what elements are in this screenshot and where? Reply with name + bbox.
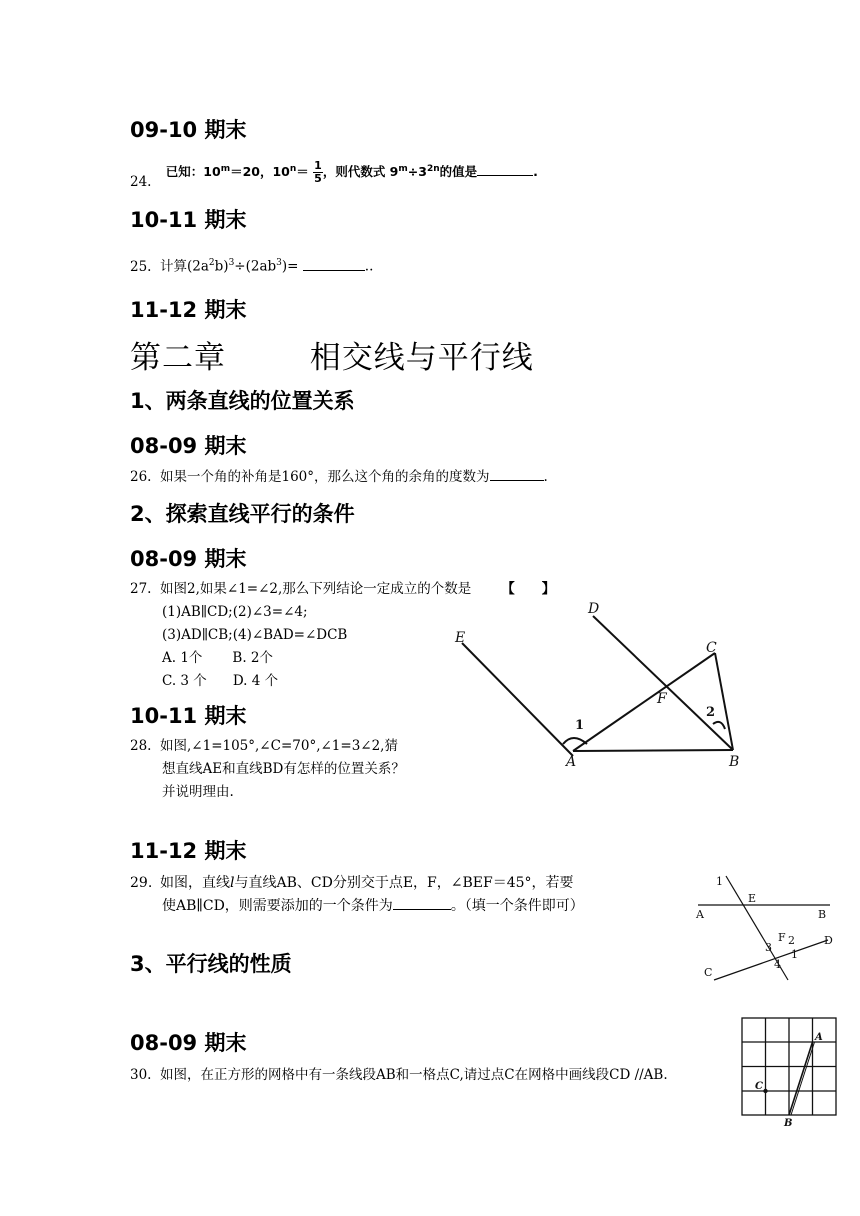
grid-figure xyxy=(735,1012,845,1130)
question-number: 29. xyxy=(130,875,153,891)
angle-label-4: 4 xyxy=(774,958,781,971)
question-number: 28. xyxy=(130,738,152,754)
question-24: 24. 已知：$10^m=20$，$10^n=$ $\frac{1}{5}$ ，则代数式 $9^m\div 3^{2n}$的值是 . xyxy=(130,159,538,191)
label-f: F xyxy=(657,691,667,707)
label-b: B xyxy=(818,908,827,921)
answer-bracket[interactable]: 【 】 xyxy=(501,581,556,597)
question-number: 25. xyxy=(130,258,152,275)
section-title-2: 2、探索直线平行的条件 xyxy=(130,502,355,526)
geometry-figure-lines-l xyxy=(692,868,842,986)
section-heading-10-11: 10-11 期末 xyxy=(130,208,247,232)
grid-point-c xyxy=(763,1089,767,1093)
answer-blank[interactable] xyxy=(477,175,533,176)
label-d: D xyxy=(588,601,600,617)
question-25: 25. 计算$(2a^2b)^3\div(2ab^3)=$ .. xyxy=(130,252,373,279)
chapter-number: 第二章 xyxy=(130,340,226,376)
question-number: 30. xyxy=(130,1067,152,1083)
line-ac xyxy=(573,653,715,751)
angle-label-3: 3 xyxy=(765,941,772,954)
question-26: 26. 如果一个角的补角是160°，那么这个角的余角的度数为 . xyxy=(130,466,548,489)
angle-label-2: 2 xyxy=(788,934,795,947)
line-ea xyxy=(462,643,573,756)
line-db xyxy=(593,616,733,750)
option-d[interactable]: D. 4 个 xyxy=(232,673,279,689)
label-l: 1 xyxy=(716,875,723,888)
section-heading-09-10: 09-10 期末 xyxy=(130,118,247,142)
label-e: E xyxy=(455,630,466,646)
label-c: C xyxy=(704,966,713,979)
section-heading-10-11-b: 10-11 期末 xyxy=(130,704,247,728)
question-28: 28. 如图,∠1=105°,∠C=70°,∠1=3∠2,猜 想直线AE和直线BD有怎样的位置关系？ 并说明理由. xyxy=(130,735,450,804)
chapter-heading xyxy=(130,332,534,377)
option-a[interactable]: A. 1个 xyxy=(162,650,203,666)
answer-blank[interactable] xyxy=(303,270,365,271)
segment-ab xyxy=(789,1042,813,1115)
angle-label-2: 2 xyxy=(706,705,716,720)
section-title-1: 1、两条直线的位置关系 xyxy=(130,389,355,413)
angle-label-1: 1 xyxy=(575,718,585,733)
label-a: A xyxy=(815,1032,823,1043)
geometry-figure-adbc xyxy=(445,598,745,770)
answer-blank[interactable] xyxy=(490,480,544,481)
section-heading-11-12: 11-12 期末 xyxy=(130,298,247,322)
label-a: A xyxy=(566,754,577,770)
fraction: $\frac{1}{5}$ xyxy=(314,159,322,186)
label-a: A xyxy=(696,908,704,921)
section-heading-11-12-b: 11-12 期末 xyxy=(130,839,247,863)
question-number: 26. xyxy=(130,469,152,485)
label-f: F xyxy=(778,931,786,944)
line-ab xyxy=(573,750,733,751)
label-d: D xyxy=(824,934,833,947)
option-b[interactable]: B. 2个 xyxy=(232,650,274,666)
question-30: 30. 如图，在正方形的网格中有一条线段AB和一格点C,请过点C在网格中画线段CD //AB. xyxy=(130,1064,730,1087)
section-heading-08-09-b: 08-09 期末 xyxy=(130,547,247,571)
angle-2-arc xyxy=(713,722,725,729)
option-c[interactable]: C. 3 个 xyxy=(162,673,207,689)
label-c: C xyxy=(755,1081,763,1092)
label-b: B xyxy=(784,1118,793,1129)
label-e: E xyxy=(748,892,757,905)
angle-label-1: 1 xyxy=(791,948,798,961)
label-b: B xyxy=(729,754,740,770)
answer-blank[interactable] xyxy=(393,909,451,910)
chapter-title: 相交线与平行线 xyxy=(309,340,534,376)
label-c: C xyxy=(706,640,717,656)
question-number: 24. xyxy=(130,174,152,191)
question-number: 27. xyxy=(130,581,152,597)
question-27: 27. 如图2,如果∠1=∠2,那么下列结论一定成立的个数是 【 】 (1)AB∥CD;(2)∠3=∠4; (3)AD∥CB;(4)∠BAD=∠DCB A. 1个 B. 2个 C. 3 个 D. 4 个 xyxy=(130,578,610,693)
question-29: 29. 如图，直线l与直线AB、CD分别交于点E，F，∠BEF＝45°，若要 使AB∥CD，则需要添加的一个条件为 。（填一个条件即可） xyxy=(130,872,690,918)
section-title-3: 3、平行线的性质 xyxy=(130,952,292,976)
segment-ab-shade xyxy=(791,1042,815,1115)
section-heading-08-09-c: 08-09 期末 xyxy=(130,1031,247,1055)
section-heading-08-09: 08-09 期末 xyxy=(130,434,247,458)
